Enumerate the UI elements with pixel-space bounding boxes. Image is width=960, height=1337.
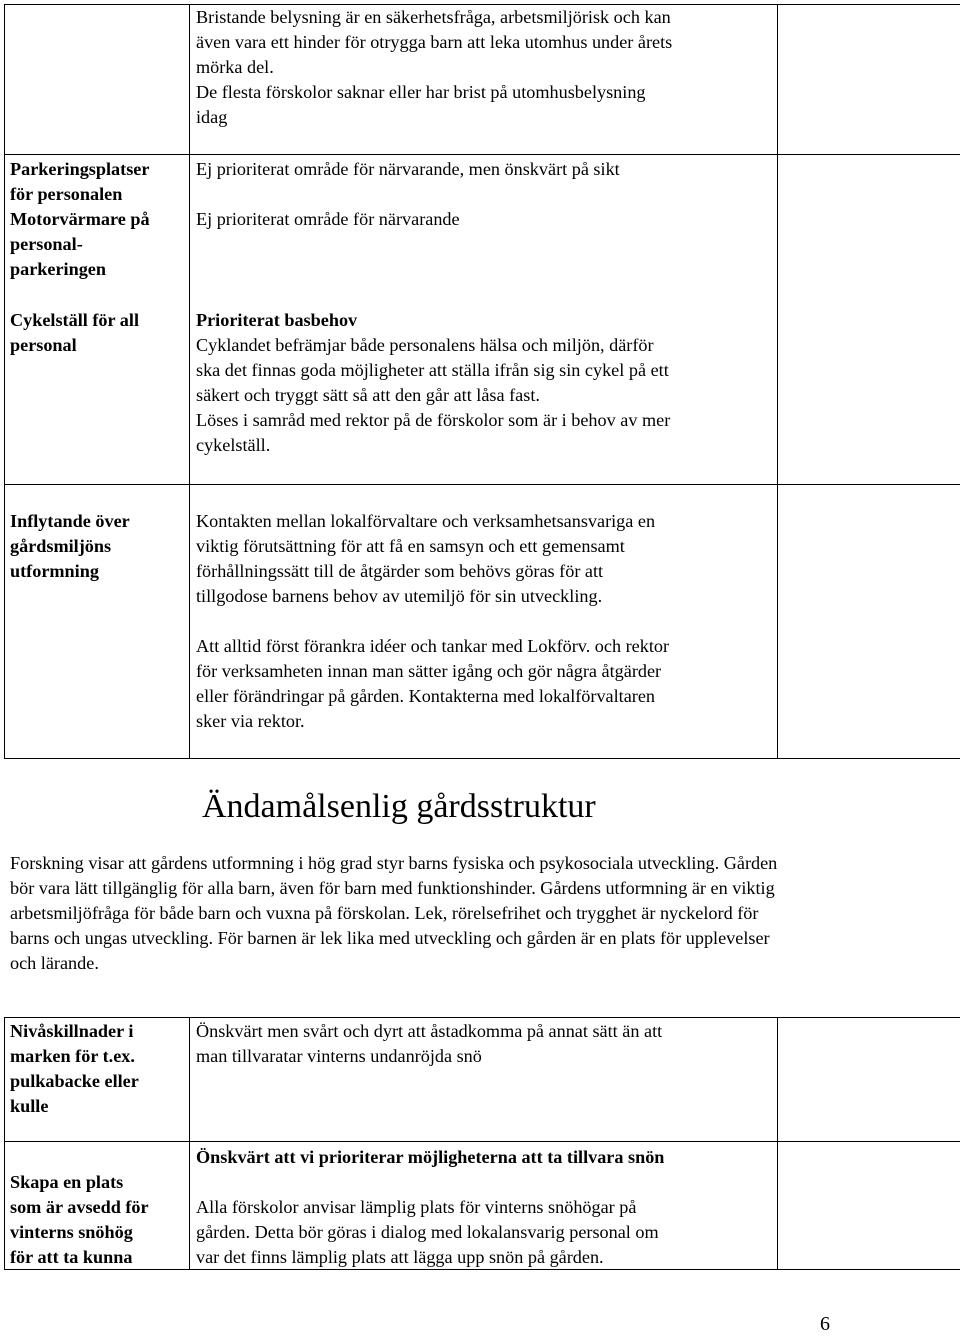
parking-label: Parkeringsplatser för personalen Motorvärmare på personal- parkeringen [10,159,150,279]
lighting-description: Bristande belysning är en säkerhetsfråga, arbetsmiljörisk och kan även vara ett hinder för otrygga barn att leka utomhus under årets mörka del. De flesta förskolor saknar eller har brist på utomhusbelysning idag [196,7,673,127]
table1-column-divider [777,4,778,758]
influence-text-paragraph: Kontakten mellan lokalförvaltare och verksamhetsansvariga en viktig förutsättning för att få en samsyn och ett gemensamt förhållningssätt till de åtgärder som behövs göras för att tillgodose barnens behov av utemiljö för sin utveckling. [196,511,656,606]
bike-rack-text: Prioriterat basbehov Cyklandet befrämjar både personalens hälsa och miljön, därför ska det finnas goda möjligheter att ställa ifrån sig sin cykel på ett säkert och tryggt sätt så att den går att låsa fast. Löses i samråd med rektor på de förskolor som är i behov av mer cykelställ. [196,310,671,455]
table1-row-divider [4,154,960,155]
engine-heater-status-text: Ej prioriterat område för närvarande [196,209,460,229]
table1-row-divider [4,484,960,485]
influence-text-paragraph: Att alltid först förankra idéer och tankar med Lokförv. och rektor för verksamheten innan man sätter igång och gör några åtgärder eller förändringar på gården. Kontakterna med lokalförvaltaren sker via rektor. [196,636,670,731]
snow-text: Alla förskolor anvisar lämplig plats för vinterns snöhögar på gården. Detta bör göras i dialog med lokalansvarig personal om var det finns lämplig plats att lägga upp snön på gården. [196,1197,659,1267]
table2-column-divider [189,1017,190,1269]
table2-row-divider [4,1141,960,1142]
table2-left-border [4,1017,5,1269]
levels-text: Önskvärt men svårt och dyrt att åstadkomma på annat sätt än att man tillvaratar vinterns undanröjda snö [196,1021,663,1066]
table1-bottom-border [4,758,960,759]
bike-rack-label: Cykelställ för all personal [10,310,139,355]
priority-heading: Prioriterat basbehov [196,310,358,330]
section-title: Ändamålsenlig gårdsstruktur [202,788,596,825]
table2-top-border [4,1017,960,1018]
table1-left-border [4,4,5,758]
page-number: 6 [820,1313,830,1335]
snow-heading: Önskvärt att vi prioriterar möjligheterna att ta tillvara snön [196,1147,665,1167]
influence-label: Inflytande över gårdsmiljöns utformning [10,511,130,581]
levels-label: Nivåskillnader i marken för t.ex. pulkabacke eller kulle [10,1021,139,1116]
snow-label: Skapa en plats som är avsedd för vinterns snöhög för att ta kunna [10,1172,149,1267]
parking-status-text: Ej prioriterat område för närvarande, men önskvärt på sikt [196,159,620,179]
section-intro: Forskning visar att gårdens utformning i hög grad styr barns fysiska och psykosociala utveckling. Gården bör vara lätt tillgänglig för alla barn, även för barn med funktionshinder. Gårdens utformning är en viktig arbetsmiljöfråga för både barn och vuxna på förskolan. Lek, rörelsefrihet och trygghet är nyckelord för barns och ungas utveckling. För barnen är lek lika med utveckling och gården är en plats för upplevelser och lärande. [10,853,778,973]
table2-column-divider [777,1017,778,1269]
table1-column-divider [189,4,190,758]
